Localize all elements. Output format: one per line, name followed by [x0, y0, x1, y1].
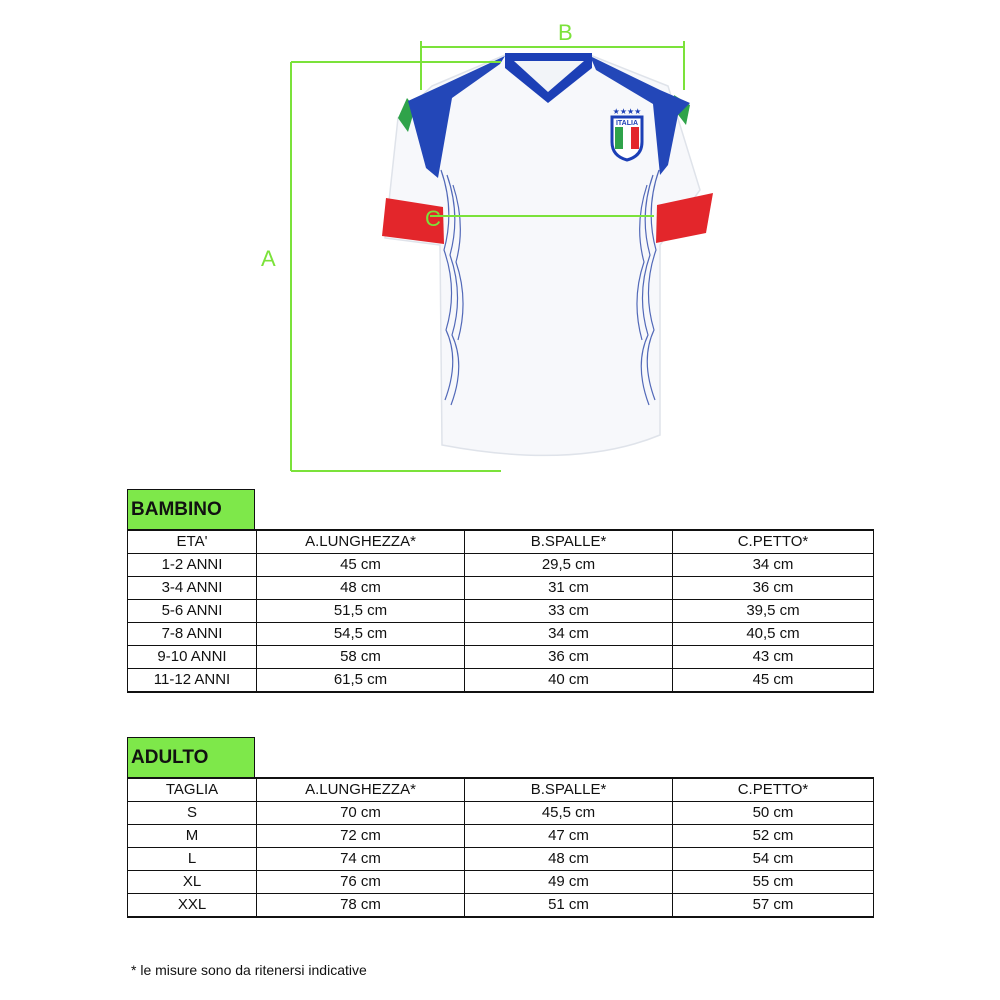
table-row	[128, 825, 874, 848]
table-cell: 48 cm	[257, 577, 465, 600]
table-cell: 58 cm	[257, 646, 465, 669]
table-cell: 5-6 ANNI	[128, 600, 257, 623]
table-cell: XL	[128, 871, 257, 894]
measure-label-a: A	[261, 246, 276, 271]
table-cell: 55 cm	[673, 871, 874, 894]
column-header: TAGLIA	[128, 778, 257, 802]
table-cell: 45 cm	[257, 554, 465, 577]
table-cell: 51,5 cm	[257, 600, 465, 623]
table-cell: 11-12 ANNI	[128, 669, 257, 693]
table-cell: 40,5 cm	[673, 623, 874, 646]
table-cell: 3-4 ANNI	[128, 577, 257, 600]
table-cell: 36 cm	[673, 577, 874, 600]
table-cell: 43 cm	[673, 646, 874, 669]
table-cell: 9-10 ANNI	[128, 646, 257, 669]
column-header: B.SPALLE*	[465, 530, 673, 554]
svg-text:ITALIA: ITALIA	[615, 120, 639, 127]
table-cell: 39,5 cm	[673, 600, 874, 623]
table-cell: 29,5 cm	[465, 554, 673, 577]
column-header: B.SPALLE*	[465, 778, 673, 802]
table-cell: 34 cm	[673, 554, 874, 577]
table-cell: 61,5 cm	[257, 669, 465, 693]
jersey-illustration	[0, 0, 1000, 480]
table-row	[128, 623, 874, 646]
jersey-image	[382, 53, 713, 455]
table-cell: 7-8 ANNI	[128, 623, 257, 646]
column-header: A.LUNGHEZZA*	[257, 778, 465, 802]
footnote: * le misure sono da ritenersi indicative	[131, 962, 367, 978]
svg-text:★★★★: ★★★★	[612, 107, 642, 116]
table-cell: 54,5 cm	[257, 623, 465, 646]
table-cell: 50 cm	[673, 802, 874, 825]
column-header: A.LUNGHEZZA*	[257, 530, 465, 554]
table-cell: 57 cm	[673, 894, 874, 918]
table-cell: 70 cm	[257, 802, 465, 825]
adulto-section	[127, 737, 873, 918]
table-row	[128, 894, 874, 918]
table-header-row	[128, 778, 874, 802]
section-title-adulto: ADULTO	[127, 737, 255, 777]
table-cell: XXL	[128, 894, 257, 918]
measure-label-c: C	[425, 206, 441, 231]
table-row	[128, 554, 874, 577]
table-row	[128, 577, 874, 600]
table-cell: L	[128, 848, 257, 871]
column-header: C.PETTO*	[673, 778, 874, 802]
table-cell: 78 cm	[257, 894, 465, 918]
table-cell: 1-2 ANNI	[128, 554, 257, 577]
table-cell: 48 cm	[465, 848, 673, 871]
section-title-bambino: BAMBINO	[127, 489, 255, 529]
table-cell: 52 cm	[673, 825, 874, 848]
table-cell: S	[128, 802, 257, 825]
table-row	[128, 848, 874, 871]
table-row	[128, 646, 874, 669]
table-cell: 51 cm	[465, 894, 673, 918]
table-cell: 34 cm	[465, 623, 673, 646]
column-header: C.PETTO*	[673, 530, 874, 554]
table-cell: 31 cm	[465, 577, 673, 600]
table-cell: 40 cm	[465, 669, 673, 693]
table-row	[128, 802, 874, 825]
table-cell: 72 cm	[257, 825, 465, 848]
bambino-section	[127, 489, 873, 693]
adulto-size-table	[127, 777, 874, 918]
table-row	[128, 600, 874, 623]
column-header: ETA'	[128, 530, 257, 554]
measure-label-b: B	[558, 20, 573, 45]
table-row	[128, 669, 874, 693]
table-cell: 45,5 cm	[465, 802, 673, 825]
table-cell: 74 cm	[257, 848, 465, 871]
table-cell: 54 cm	[673, 848, 874, 871]
table-cell: 76 cm	[257, 871, 465, 894]
table-cell: 45 cm	[673, 669, 874, 693]
table-cell: 47 cm	[465, 825, 673, 848]
table-row	[128, 871, 874, 894]
table-cell: 33 cm	[465, 600, 673, 623]
table-cell: 49 cm	[465, 871, 673, 894]
table-cell: M	[128, 825, 257, 848]
italia-crest	[612, 107, 642, 160]
bambino-size-table	[127, 529, 874, 693]
table-header-row	[128, 530, 874, 554]
table-cell: 36 cm	[465, 646, 673, 669]
